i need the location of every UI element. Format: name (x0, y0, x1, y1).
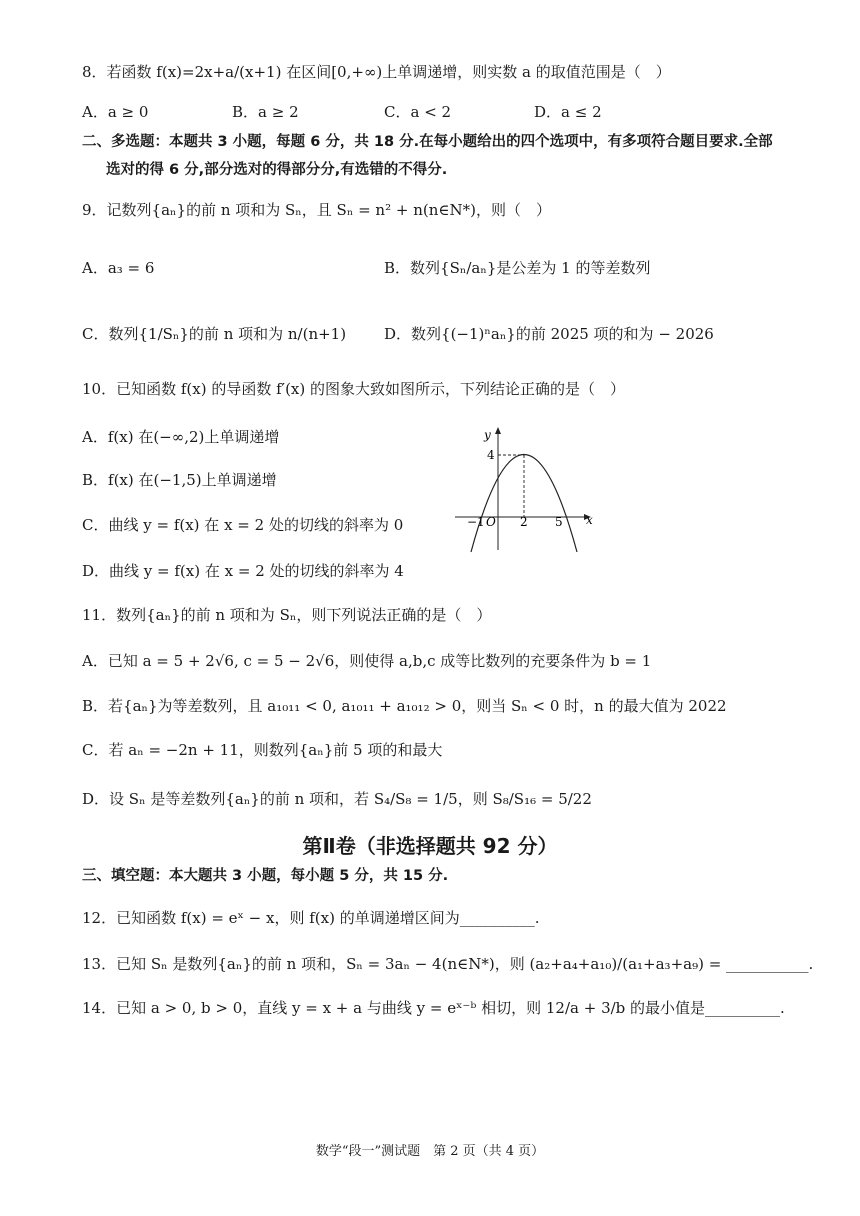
question-11: 11．数列{aₙ}的前 n 项和为 Sₙ，则下列说法正确的是（ ） (82, 606, 492, 624)
q10-option-a: A．f(x) 在(−∞,2)上单调递增 (82, 428, 280, 446)
parabola-curve (471, 455, 577, 553)
q8-option-d: D．a ≤ 2 (534, 103, 602, 121)
tick-label-5: 5 (555, 515, 563, 529)
q10-option-c: C．曲线 y = f(x) 在 x = 2 处的切线的斜率为 0 (82, 516, 404, 534)
q11-option-d: D．设 Sₙ 是等差数列{aₙ}的前 n 项和，若 S₄/S₈ = 1/5，则 S₈/S₁₆ = 5/22 (82, 790, 592, 808)
question-14: 14．已知 a > 0, b > 0，直线 y = x + a 与曲线 y = eˣ⁻ᵇ 相切，则 12/a + 3/b 的最小值是__________. (82, 999, 785, 1017)
tick-label-2: 2 (520, 515, 528, 529)
q11-option-c: C．若 aₙ = −2n + 11，则数列{aₙ}前 5 项的和最大 (82, 741, 443, 759)
q9-option-a: A．a₃ = 6 (82, 259, 155, 277)
q9-option-c: C．数列{1/Sₙ}的前 n 项和为 n/(n+1) (82, 325, 347, 343)
question-12: 12．已知函数 f(x) = eˣ − x，则 f(x) 的单调递增区间为__________. (82, 909, 540, 927)
q10-option-b: B．f(x) 在(−1,5)上单调递增 (82, 471, 277, 489)
tick-label-neg1: −1 (467, 515, 485, 529)
question-9: 9．记数列{aₙ}的前 n 项和为 Sₙ，且 Sₙ = n² + n(n∈N*)，则（ ） (82, 201, 551, 219)
question-10: 10．已知函数 f(x) 的导函数 f′(x) 的图象大致如图所示，下列结论正确的是（ ） (82, 380, 625, 398)
q8-option-b: B．a ≥ 2 (232, 103, 299, 121)
origin-label: O (486, 515, 496, 529)
section-2-heading-cont: 选对的得 6 分,部分选对的得部分分,有选错的不得分. (106, 162, 448, 178)
section-3-heading: 三、填空题：本大题共 3 小题，每小题 5 分，共 15 分. (82, 868, 449, 884)
y-axis-label: y (484, 428, 491, 442)
q10-option-d: D．曲线 y = f(x) 在 x = 2 处的切线的斜率为 4 (82, 562, 404, 580)
q9-option-d: D．数列{(−1)ⁿaₙ}的前 2025 项的和为 − 2026 (384, 325, 714, 343)
question-13: 13．已知 Sₙ 是数列{aₙ}的前 n 项和，Sₙ = 3aₙ − 4(n∈N*)，则 (a₂+a₄+a₁₀)/(a₁+a₃+a₉) = ___________. (82, 955, 814, 973)
question-8: 8．若函数 f(x)=2x+a/(x+1) 在区间[0,+∞)上单调递增，则实数 a 的取值范围是（ ） (82, 63, 671, 81)
q9-option-b: B．数列{Sₙ/aₙ}是公差为 1 的等差数列 (384, 259, 651, 277)
y-axis-arrow-icon (495, 427, 501, 434)
q8-option-a: A．a ≥ 0 (82, 103, 149, 121)
part-2-title: 第Ⅱ卷（非选择题共 92 分） (302, 834, 558, 858)
q11-option-a: A．已知 a = 5 + 2√6, c = 5 − 2√6，则使得 a,b,c 成等比数列的充要条件为 b = 1 (82, 652, 652, 670)
q8-option-c: C．a < 2 (384, 103, 452, 121)
page-footer: 数学“段一”测试题 第 2 页（共 4 页） (315, 1144, 545, 1159)
section-2-heading: 二、多选题：本题共 3 小题，每题 6 分，共 18 分.在每小题给出的四个选项中，有多项符合题目要求.全部 (82, 134, 773, 150)
tick-label-4: 4 (487, 448, 495, 462)
x-axis-label: x (586, 513, 593, 527)
q11-option-b: B．若{aₙ}为等差数列，且 a₁₀₁₁ < 0, a₁₀₁₁ + a₁₀₁₂ > 0，则当 Sₙ < 0 时，n 的最大值为 2022 (82, 697, 727, 715)
derivative-graph (455, 425, 605, 555)
